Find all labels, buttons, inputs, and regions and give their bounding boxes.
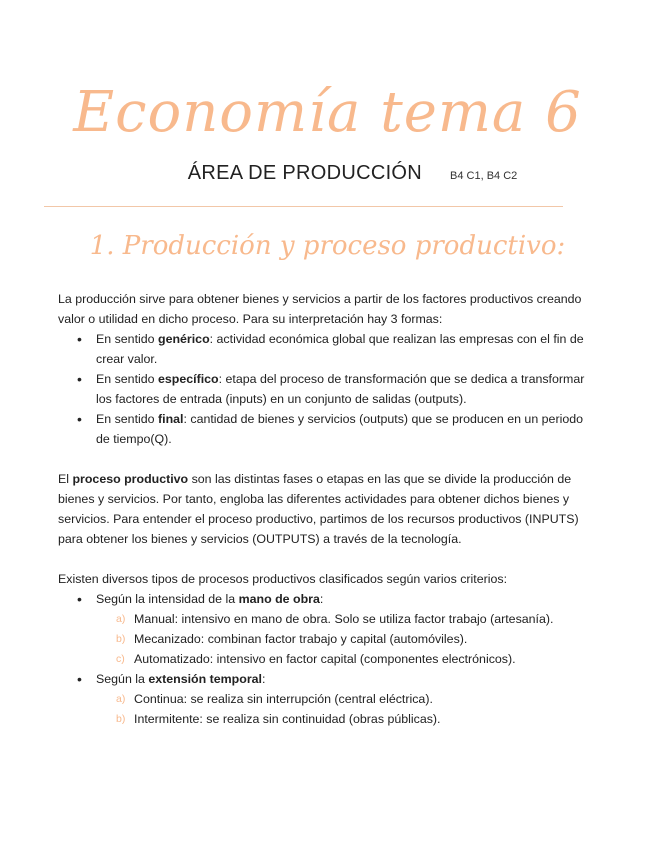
header-divider xyxy=(44,206,563,207)
sub-list-item xyxy=(116,709,598,729)
intro-paragraph: La producción sirve para obtener bienes y servicios a partir de los factores productivos creando valor o utilidad en dicho proceso. Para su interpretación hay 3 formas: xyxy=(58,292,582,326)
item-prefix: En sentido xyxy=(96,412,158,426)
section-title: 1. Producción y proceso productivo: xyxy=(89,231,566,261)
item-text: : etapa del proceso de transformación que se dedica a transformar los factores de entrada (inputs) en un conjunto de salidas (outputs). xyxy=(96,372,585,406)
process-paragraph xyxy=(58,469,598,549)
sub-item-letter: b) xyxy=(116,633,126,645)
item-keyword: mano de obra xyxy=(238,592,320,606)
sub-item-letter: b) xyxy=(116,713,126,725)
sub-list xyxy=(96,689,598,729)
sub-item-text: Automatizado: intensivo en factor capital (componentes electrónicos). xyxy=(134,652,516,666)
paragraph-text: son las distintas fases o etapas en las que se divide la producción de bienes y servicios. Por tanto, engloba las diferentes actividades para obtener dichos bienes y servicios. Para entender el proceso productivo, partimos de los recursos productivos (INPUTS) para obtener los bienes y servicios (OUTPUTS) a través de la tecnología. xyxy=(58,472,579,546)
sub-list xyxy=(96,609,598,669)
item-prefix: En sentido xyxy=(96,372,158,386)
subtitle-row xyxy=(0,162,655,185)
process-types-list xyxy=(58,589,598,729)
item-prefix: Según la intensidad de la xyxy=(96,592,239,606)
curriculum-codes: B4 C1, B4 C2 xyxy=(450,170,518,182)
sub-item-letter: c) xyxy=(116,653,125,665)
document-body xyxy=(58,289,598,729)
item-text: : actividad económica global que realizan las empresas con el fin de crear valor. xyxy=(96,332,584,366)
sub-item-letter: a) xyxy=(116,613,126,625)
list-item xyxy=(96,409,598,449)
list-item xyxy=(96,669,598,729)
production-senses-list xyxy=(58,329,598,449)
item-prefix: En sentido xyxy=(96,332,158,346)
item-prefix: Según la xyxy=(96,672,149,686)
item-suffix: : xyxy=(319,592,324,606)
sub-item-letter: a) xyxy=(116,693,126,705)
sub-item-text: Mecanizado: combinan factor trabajo y capital (automóviles). xyxy=(134,632,468,646)
subtitle: ÁREA DE PRODUCCIÓN xyxy=(187,162,423,184)
list-item xyxy=(96,589,598,669)
sub-list-item xyxy=(116,689,598,709)
paragraph-keyword: proceso productivo xyxy=(72,472,189,486)
sub-item-text: Continua: se realiza sin interrupción (central eléctrica). xyxy=(134,692,433,706)
item-text: : cantidad de bienes y servicios (outputs) que se producen en un periodo de tiempo(Q). xyxy=(96,412,583,446)
item-keyword: genérico xyxy=(158,332,210,346)
item-suffix: : xyxy=(261,672,266,686)
sub-item-text: Intermitente: se realiza sin continuidad (obras públicas). xyxy=(134,712,441,726)
types-intro: Existen diversos tipos de procesos productivos clasificados según varios criterios: xyxy=(58,572,508,586)
item-keyword: específico xyxy=(158,372,219,386)
paragraph-prefix: El xyxy=(58,472,73,486)
item-keyword: extensión temporal xyxy=(148,672,262,686)
sub-list-item xyxy=(116,609,598,629)
document-title: Economía tema 6 xyxy=(73,80,582,145)
item-keyword: final xyxy=(158,412,184,426)
spacer xyxy=(58,549,598,569)
list-item xyxy=(96,369,598,409)
sub-item-text: Manual: intensivo en mano de obra. Solo se utiliza factor trabajo (artesanía). xyxy=(134,612,554,626)
spacer xyxy=(58,449,598,469)
list-item xyxy=(96,329,598,369)
sub-list-item xyxy=(116,629,598,649)
sub-list-item xyxy=(116,649,598,669)
